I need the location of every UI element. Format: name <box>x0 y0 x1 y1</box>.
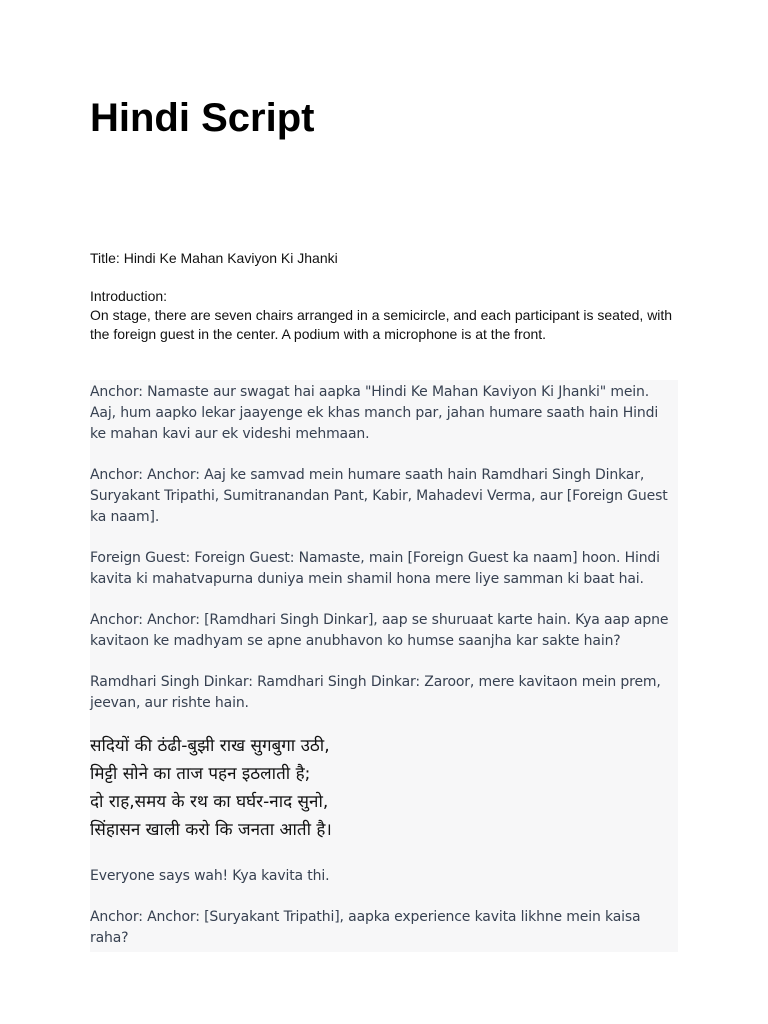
dialogue-line-dinkar: Ramdhari Singh Dinkar: Ramdhari Singh Dinkar: Zaroor, mere kavitaon mein prem, jeevan, aur rishte hain. <box>90 674 661 711</box>
dialogue-line-anchor-welcome: Anchor: Namaste aur swagat hai aapka "Hindi Ke Mahan Kaviyon Ki Jhanki" mein. Aaj, hum aapko lekar jaayenge ek khas manch par, jahan humare saath hain Hindi ke mahan kavi aur ek videshi mehmaan. <box>90 384 659 442</box>
poem-line: सदियों की ठंढी-बुझी राख सुगबुगा उठी, <box>90 736 330 756</box>
poem-line: दो राह,समय के रथ का घर्घर-नाद सुनो, <box>90 792 329 812</box>
document-intro <box>90 249 680 344</box>
hindi-poem <box>90 732 678 844</box>
dialogue-line-foreign-guest: Foreign Guest: Foreign Guest: Namaste, main [Foreign Guest ka naam] hoon. Hindi kavita ki mahatvapurna duniya mein shamil hona mere liye samman ki baat hai. <box>90 550 660 587</box>
document-title-line: Title: Hindi Ke Mahan Kaviyon Ki Jhanki <box>90 250 338 266</box>
dialogue-line-audience-reaction: Everyone says wah! Kya kavita thi. <box>90 868 330 884</box>
script-dialogue-block <box>90 380 678 952</box>
page-title: Hindi Script <box>90 96 315 140</box>
dialogue-line-anchor-dinkar: Anchor: Anchor: [Ramdhari Singh Dinkar], aap se shuruaat karte hain. Kya aap apne kavitaon ke madhyam se apne anubhavon ko humse saanjha kar sakte hain? <box>90 612 669 649</box>
poem-line: मिट्टी सोने का ताज पहन इठलाती है; <box>90 764 311 784</box>
dialogue-line-anchor-guests: Anchor: Anchor: Aaj ke samvad mein humare saath hain Ramdhari Singh Dinkar, Suryakant Tripathi, Sumitranandan Pant, Kabir, Mahadevi Verma, aur [Foreign Guest ka naam]. <box>90 467 668 525</box>
dialogue-line-anchor-tripathi: Anchor: Anchor: [Suryakant Tripathi], aapka experience kavita likhne mein kaisa raha? <box>90 909 641 946</box>
introduction-heading: Introduction: <box>90 288 168 304</box>
introduction-text: On stage, there are seven chairs arranged in a semicircle, and each participant is seated, with the foreign guest in the center. A podium with a microphone is at the front. <box>90 307 673 342</box>
poem-line: सिंहासन खाली करो कि जनता आती है। <box>90 820 332 840</box>
